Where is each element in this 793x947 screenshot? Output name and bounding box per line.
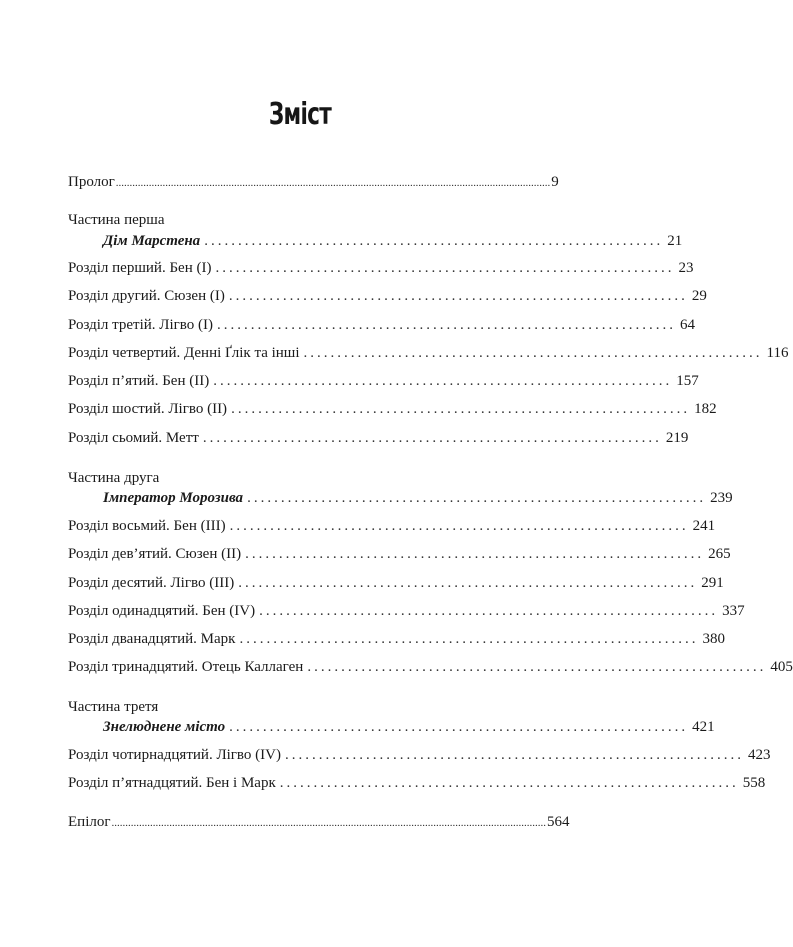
toc-page-number: 265 [708,546,731,562]
toc-page-number: 239 [710,490,733,506]
toc-page-number: 219 [665,430,689,446]
toc-entry [68,573,724,593]
toc-entry [68,371,699,391]
toc-entry [68,258,694,278]
toc-page-number: 423 [747,747,771,763]
toc-entry-label: Розділ сьомий. Метт [68,430,199,446]
toc-entry-label: Розділ перший. Бен (І) [68,260,212,276]
toc-entry-prologue [68,172,559,192]
toc-entry [68,657,793,677]
dot-leader: .................................................................... [213,373,673,389]
toc-entry-label: Імператор Морозива [103,490,244,506]
dot-leader: .................................................................... [217,317,677,333]
toc-entry [68,343,789,363]
dot-leader: .................................................................... [245,546,705,562]
toc-entry-label: Пролог [68,174,115,190]
toc-entry-label: Розділ восьмий. Бен (ІІІ) [68,518,226,534]
toc-page-number: 291 [701,575,724,591]
dot-leader: .................................................................... [307,659,767,675]
toc-entry-label: Розділ третій. Лігво (І) [68,317,214,333]
dot-leader: .................................................................... [279,775,739,791]
toc-entry-label: Розділ одинадцятий. Бен (IV) [68,603,256,619]
part-title-entry [103,231,683,251]
toc-entry [68,773,766,793]
toc-entry [68,516,716,536]
toc-entry-epilogue [68,812,570,832]
toc-page-number: 182 [694,401,717,417]
toc-page-number: 9 [551,174,559,190]
toc-page-number: 21 [667,233,683,249]
dot-leader: .................................................................... [231,401,691,417]
dot-leader: .............................................................................................................................................................. [115,177,551,189]
dot-leader: .................................................................... [303,345,763,361]
dot-leader: .................................................................... [284,747,744,763]
part-heading: Частина третя [68,699,159,715]
dot-leader: .................................................................... [204,233,664,249]
toc-entry [68,399,717,419]
dot-leader: .................................................................... [202,430,662,446]
toc-entry [68,428,689,448]
toc-page-number: 558 [742,775,766,791]
part-heading: Частина перша [68,212,165,228]
toc-entry-label: Розділ другий. Сюзен (І) [68,288,225,304]
dot-leader: .................................................................... [229,719,689,735]
toc-entry-label: Розділ тринадцятий. Отець Каллаген [68,659,304,675]
toc-entry-label: Знелюднене місто [103,719,226,735]
toc-entry-label: Розділ шостий. Лігво (ІІ) [68,401,228,417]
toc-entry-label: Розділ десятий. Лігво (ІІІ) [68,575,235,591]
toc-page-number: 405 [770,659,793,675]
toc-entry-label: Розділ дев’ятий. Сюзен (ІІ) [68,546,242,562]
part-heading: Частина друга [68,470,160,486]
toc-entry-label: Дім Марстена [103,233,201,249]
toc-entry-label: Епілог [68,814,111,830]
toc-entry [68,629,725,649]
toc-page-number: 64 [680,317,696,333]
toc-page-number: 380 [702,631,725,647]
toc-page-number: 241 [692,518,716,534]
toc-entry [68,745,771,765]
toc-page-number: 421 [692,719,715,735]
part-title-entry [103,717,715,737]
toc-page-number: 29 [691,288,707,304]
toc-entry [68,601,745,621]
dot-leader: .................................................................... [238,575,698,591]
dot-leader: .................................................................... [228,288,688,304]
toc-entry-label: Розділ дванадцятий. Марк [68,631,236,647]
toc-entry [68,315,696,335]
toc-entry-label: Розділ п’ятнадцятий. Бен і Марк [68,775,276,791]
toc-page-number: 23 [678,260,694,276]
toc-entry-label: Розділ четвертий. Денні Ґлік та інші [68,345,300,361]
toc-page-number: 564 [547,814,570,830]
toc-entry-label: Розділ п’ятий. Бен (ІІ) [68,373,210,389]
dot-leader: .................................................................... [247,490,707,506]
toc-entry [68,544,731,564]
dot-leader: .................................................................... [215,260,675,276]
dot-leader: .............................................................................................................................................................. [111,817,546,829]
dot-leader: .................................................................... [259,603,719,619]
toc-page-number: 337 [722,603,745,619]
toc-page-number: 157 [676,373,699,389]
page-title: Зміст [268,97,332,132]
toc-page-number: 116 [766,345,789,361]
part-title-entry [103,488,733,508]
dot-leader: .................................................................... [229,518,689,534]
toc-entry-label: Розділ чотирнадцятий. Лігво (IV) [68,747,281,763]
dot-leader: .................................................................... [239,631,699,647]
toc-entry [68,286,707,306]
